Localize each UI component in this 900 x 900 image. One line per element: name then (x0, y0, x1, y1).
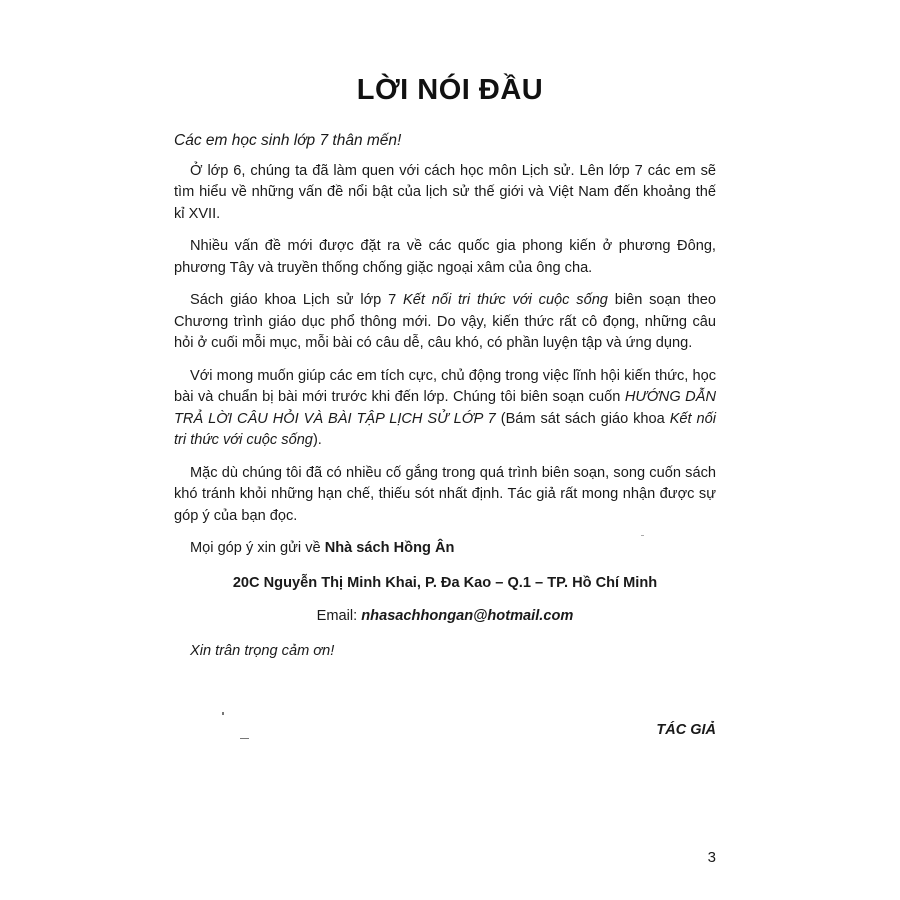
paragraph-purpose-end: ). (312, 432, 322, 448)
contact-intro: Mọi góp ý xin gửi về (190, 540, 325, 556)
closing-thanks: Xin trân trọng cảm ơn! (190, 642, 335, 659)
paragraph-purpose-start: Với mong muốn giúp các em tích cực, chủ động trong việc lĩnh hội kiến thức, học bài và chuẩn bị bài mới trước khi đến lớp. Chúng tôi biên soạn cuốn (174, 367, 716, 405)
scan-speck (222, 712, 224, 715)
scan-speck (240, 738, 249, 739)
paragraph-textbook-start: Sách giáo khoa Lịch sử lớp 7 (190, 292, 404, 308)
greeting: Các em học sinh lớp 7 thân mến! (174, 132, 402, 149)
page-title: LỜI NÓI ĐẦU (356, 74, 544, 106)
preface-body (174, 130, 716, 673)
paragraph-purpose-middle: (Bám sát sách giáo khoa (495, 410, 670, 427)
paragraph-purpose (174, 366, 716, 452)
paragraph-topics: Nhiều vấn đề mới được đặt ra về các quốc gia phong kiến ở phương Đông, phương Tây và truyền thống chống giặc ngoại xâm của ông cha. (174, 238, 716, 276)
series-title-ref: Kết nối tri thức với cuộc sống (174, 410, 716, 448)
author-signature: TÁC GIẢ (656, 722, 716, 738)
email-address: nhasachhongan@hotmail.com (361, 608, 574, 624)
email-line (174, 606, 716, 628)
paragraph-textbook-end: biên soạn theo Chương trình giáo dục phổ thông mới. Do vậy, kiến thức rất cô đọng, những câu hỏi ở cuối mỗi mục, mỗi bài có câu dễ, câu khó, có phần luyện tập và ứng dụng. (174, 292, 716, 351)
paragraph-intro: Ở lớp 6, chúng ta đã làm quen với cách học môn Lịch sử. Lên lớp 7 các em sẽ tìm hiểu về những vấn đề nổi bật của lịch sử thế giới và Việt Nam đến khoảng thế kỉ XVII. (174, 162, 716, 222)
page-number: 3 (707, 849, 716, 866)
contact-intro-line (174, 538, 716, 560)
scan-speck (641, 535, 644, 536)
publisher-name: Nhà sách Hồng Ân (324, 540, 455, 556)
paragraph-textbook (174, 290, 716, 355)
email-label: Email: (316, 608, 362, 624)
paragraph-feedback: Mặc dù chúng tôi đã có nhiều cố gắng trong quá trình biên soạn, song cuốn sách khó tránh khỏi những hạn chế, thiếu sót nhất định. Tác giả rất mong nhận được sự góp ý của bạn đọc. (174, 464, 716, 524)
publisher-address: 20C Nguyễn Thị Minh Khai, P. Đa Kao – Q.1 – TP. Hồ Chí Minh (232, 574, 658, 591)
series-title: Kết nối tri thức với cuộc sống (403, 292, 608, 308)
book-title: HƯỚNG DẪN TRẢ LỜI CÂU HỎI VÀ BÀI TẬP LỊCH SỬ LỚP 7 (174, 389, 716, 427)
